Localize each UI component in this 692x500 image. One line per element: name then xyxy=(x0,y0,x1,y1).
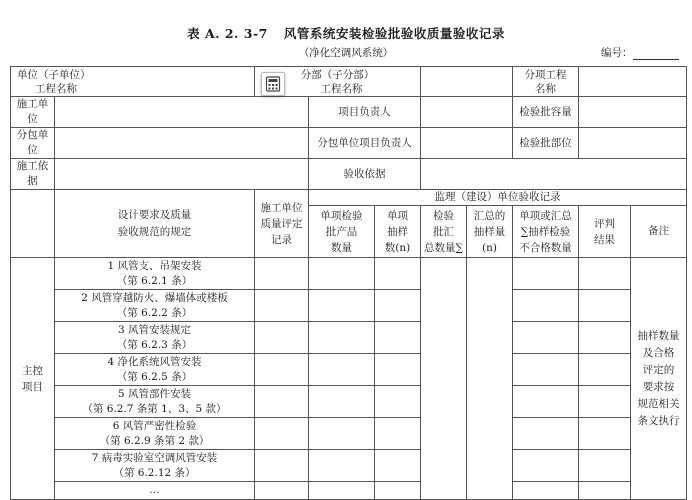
item-line-1: 5 风管部件安装 xyxy=(117,387,192,400)
judge-line-2: 结果 xyxy=(594,233,616,246)
design-req-line-2: 验收规范的规定 xyxy=(117,225,192,238)
design-req-header xyxy=(55,190,255,258)
item-qty-cell[interactable] xyxy=(309,450,375,482)
item-qty-cell[interactable] xyxy=(309,258,375,290)
table-row xyxy=(11,482,687,500)
sample-cell[interactable] xyxy=(375,418,421,450)
sub-item-label-2: 名称 xyxy=(535,82,557,95)
sub-unit-label-1: 分部（子分部） xyxy=(300,68,375,81)
construction-unit-label: 施工单位 xyxy=(11,97,55,128)
remark-header: 备注 xyxy=(631,206,687,258)
table-row xyxy=(11,322,687,354)
item-description xyxy=(55,386,255,418)
judge-cell[interactable] xyxy=(579,482,631,500)
judge-header xyxy=(579,206,631,258)
sub-item-label-1: 分项工程 xyxy=(524,68,567,81)
sample-cell[interactable] xyxy=(375,354,421,386)
total-qty-line-2: 批汇 xyxy=(433,225,455,238)
remark-cell xyxy=(631,258,687,500)
sample-cell[interactable] xyxy=(375,258,421,290)
sample-line-2: 抽样 xyxy=(387,225,409,238)
table-row xyxy=(11,418,687,450)
item-qty-line-2: 批产品 xyxy=(325,225,358,238)
total-qty-line-3: 总数量∑ xyxy=(424,241,464,254)
item-description xyxy=(55,290,255,322)
item-qty-cell[interactable] xyxy=(309,354,375,386)
sample-cell[interactable] xyxy=(375,386,421,418)
remark-line: 及合格 xyxy=(642,346,675,359)
unqualified-line-1: 单项或汇总 xyxy=(519,209,572,222)
item-line-2: （第 6.2.3 条） xyxy=(116,338,193,351)
project-lead-value[interactable] xyxy=(421,97,513,128)
total-sample-line-1: 汇总的 xyxy=(473,209,506,222)
serial-blank[interactable] xyxy=(633,48,679,60)
judge-cell[interactable] xyxy=(579,290,631,322)
unqualified-cell[interactable] xyxy=(513,322,579,354)
unqualified-cell[interactable] xyxy=(513,386,579,418)
judge-cell[interactable] xyxy=(579,354,631,386)
judge-cell[interactable] xyxy=(579,450,631,482)
unit-label-cell xyxy=(11,67,255,97)
construction-eval-cell[interactable] xyxy=(255,482,309,500)
unqualified-cell[interactable] xyxy=(513,482,579,500)
item-line-2: （第 6.2.12 条） xyxy=(113,466,196,479)
remark-line: 评定的 xyxy=(642,363,675,376)
calculator-icon[interactable] xyxy=(261,72,285,96)
document-subtitle: （净化空调风系统） xyxy=(298,47,394,59)
construction-eval-cell[interactable] xyxy=(255,354,309,386)
sample-cell[interactable] xyxy=(375,450,421,482)
project-lead-label: 项目负责人 xyxy=(309,97,421,128)
ellipsis-cell: … xyxy=(55,482,255,500)
remark-line: 抽样数量 xyxy=(637,329,680,342)
item-line-1: 2 风管穿越防火、爆墙体或楼板 xyxy=(81,291,228,304)
sub-unit-label-2: 工程名称 xyxy=(320,82,363,95)
subcontract-row xyxy=(11,128,687,159)
total-sample-line-2: 抽样量 xyxy=(473,225,506,238)
subcontract-lead-value[interactable] xyxy=(421,128,513,159)
construction-eval-line-3: 记录 xyxy=(271,233,292,246)
main-control-label xyxy=(11,258,55,500)
table-row xyxy=(11,450,687,482)
acceptance-basis-value[interactable] xyxy=(421,159,687,190)
serial-number xyxy=(601,45,679,60)
judge-cell[interactable] xyxy=(579,258,631,290)
batch-capacity-value[interactable] xyxy=(579,97,687,128)
subcontract-lead-label: 分包单位项目负责人 xyxy=(309,128,421,159)
judge-cell[interactable] xyxy=(579,418,631,450)
construction-eval-cell[interactable] xyxy=(255,322,309,354)
item-description xyxy=(55,258,255,290)
unit-row xyxy=(11,67,687,97)
construction-basis-value[interactable] xyxy=(55,159,309,190)
batch-location-value[interactable] xyxy=(579,128,687,159)
judge-cell[interactable] xyxy=(579,386,631,418)
item-qty-cell[interactable] xyxy=(309,482,375,500)
construction-eval-line-1: 施工单位 xyxy=(260,201,303,214)
main-control-label-1: 主控 xyxy=(22,364,43,377)
sample-line-3: 数(n) xyxy=(384,241,411,254)
header-blank xyxy=(11,190,55,258)
subcontract-unit-value[interactable] xyxy=(55,128,309,159)
construction-eval-cell[interactable] xyxy=(255,386,309,418)
item-line-2: （第 6.2.2 条） xyxy=(116,306,193,319)
total-qty-cell[interactable] xyxy=(421,258,467,500)
judge-cell[interactable] xyxy=(579,322,631,354)
title-text: 风管系统安装检验批验收质量验收记录 xyxy=(283,26,505,41)
sample-header xyxy=(375,206,421,258)
item-description xyxy=(55,322,255,354)
table-row xyxy=(11,386,687,418)
item-qty-line-1: 单项检验 xyxy=(320,209,363,222)
construction-eval-cell[interactable] xyxy=(255,418,309,450)
table-row xyxy=(11,354,687,386)
item-qty-cell[interactable] xyxy=(309,418,375,450)
sub-item-value[interactable] xyxy=(579,67,687,97)
remark-line: 规范相关 xyxy=(637,397,680,410)
table-row xyxy=(11,258,687,290)
total-sample-cell[interactable] xyxy=(467,258,513,500)
supervision-header: 监理（建设）单位验收记录 xyxy=(309,190,687,206)
main-control-label-2: 项目 xyxy=(22,380,43,393)
item-line-1: 4 净化系统风管安装 xyxy=(107,355,202,368)
construction-basis-label: 施工依据 xyxy=(11,159,55,190)
judge-line-1: 评判 xyxy=(594,217,616,230)
total-sample-header xyxy=(467,206,513,258)
total-qty-header xyxy=(421,206,467,258)
item-line-2: （第 6.2.1 条） xyxy=(116,274,193,287)
construction-eval-cell[interactable] xyxy=(255,258,309,290)
item-line-2: （第 6.2.5 条） xyxy=(116,370,193,383)
total-sample-line-3: (n) xyxy=(482,241,498,254)
sample-cell[interactable] xyxy=(375,482,421,500)
item-line-1: 3 风管安装规定 xyxy=(117,323,192,336)
sub-unit-value[interactable] xyxy=(421,67,513,97)
item-qty-cell[interactable] xyxy=(309,290,375,322)
unit-label-1: 单位（子单位） xyxy=(17,68,91,81)
construction-eval-header xyxy=(255,190,309,258)
unit-label-2: 工程名称 xyxy=(35,82,77,95)
unqualified-header xyxy=(513,206,579,258)
item-line-2: （第 6.2.9 条第 2 款） xyxy=(99,434,210,447)
design-req-line-1: 设计要求及质量 xyxy=(117,208,192,221)
item-line-1: 1 风管支、吊架安装 xyxy=(107,259,202,272)
batch-location-label: 检验批部位 xyxy=(513,128,579,159)
item-line-2: （第 6.2.7 条第 1、3、5 款） xyxy=(82,402,227,415)
item-qty-line-3: 数量 xyxy=(331,241,352,254)
unqualified-cell[interactable] xyxy=(513,258,579,290)
construction-eval-cell[interactable] xyxy=(255,450,309,482)
unqualified-line-2: ∑抽样检验 xyxy=(520,225,571,238)
sub-item-label-cell xyxy=(513,67,579,97)
serial-label: 编号： xyxy=(601,47,633,59)
item-description xyxy=(55,450,255,482)
total-qty-line-1: 检验 xyxy=(433,209,455,222)
item-description xyxy=(55,418,255,450)
column-header-row-1 xyxy=(11,190,687,206)
unqualified-cell[interactable] xyxy=(513,418,579,450)
acceptance-record-table xyxy=(10,66,687,500)
item-qty-cell[interactable] xyxy=(309,322,375,354)
document-title xyxy=(0,24,692,42)
construction-eval-cell[interactable] xyxy=(255,290,309,322)
construction-unit-row xyxy=(11,97,687,128)
table-number: 表 A. 2. 3-7 xyxy=(187,26,268,41)
unqualified-cell[interactable] xyxy=(513,450,579,482)
subcontract-unit-label: 分包单位 xyxy=(11,128,55,159)
item-qty-header xyxy=(309,206,375,258)
basis-row xyxy=(11,159,687,190)
construction-unit-value[interactable] xyxy=(55,97,309,128)
sample-cell[interactable] xyxy=(375,290,421,322)
item-line-1: 7 病毒实验室空调风管安装 xyxy=(91,451,218,464)
unqualified-cell[interactable] xyxy=(513,354,579,386)
remark-line: 要求按 xyxy=(642,380,675,393)
item-line-1: 6 风管严密性检验 xyxy=(112,419,197,432)
construction-eval-line-2: 质量评定 xyxy=(260,217,303,230)
acceptance-basis-label: 验收依据 xyxy=(309,159,421,190)
batch-capacity-label: 检验批容量 xyxy=(513,97,579,128)
sample-cell[interactable] xyxy=(375,322,421,354)
unqualified-cell[interactable] xyxy=(513,290,579,322)
remark-line: 条文执行 xyxy=(637,414,680,427)
item-description xyxy=(55,354,255,386)
unqualified-line-3: 不合格数量 xyxy=(519,241,572,254)
table-row xyxy=(11,290,687,322)
item-qty-cell[interactable] xyxy=(309,386,375,418)
sample-line-1: 单项 xyxy=(387,209,409,222)
